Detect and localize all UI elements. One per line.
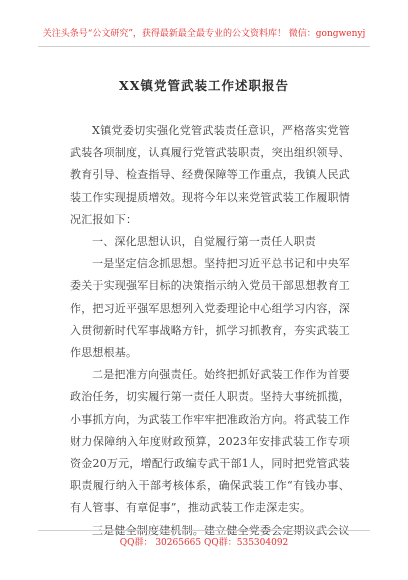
section-heading-1: 一、深化思想认识，自觉履行第一责任人职责: [92, 235, 316, 249]
paragraph-intro: X镇党委切实强化党管武装责任意识，严格落实党管武装各项制度，认真履行党管武装职责，突出组织领导、教育引导、检查指导、经费保障等工作重点，我镇人民武装工作实现提质增效。现将今年以来党管武装工作履职情况汇报如下：: [70, 124, 350, 226]
footer-contact: QQ群： 30265665 QQ群：535304092: [119, 538, 289, 548]
paragraph-point-1: 一是坚定信念抓思想。坚持把习近平总书记和中央军委关于实现强军目标的决策指示纳入党员干部思想教育工作，把习近平强军思想列入党委理论中心组学习内容，深入贯彻新时代军事战略方针，抓学习抓教育，夯实武装工作思想根基。: [70, 257, 350, 360]
header-divider: [38, 46, 370, 47]
paragraph-point-3: 三是健全制度建机制。建立健全党委会定期议武会议: [92, 523, 350, 537]
document-body: [70, 120, 350, 542]
footer-divider: [38, 530, 370, 531]
document-title: XX镇党管武装工作述职报告: [119, 78, 289, 93]
header-banner: 关注头条号“公文研究”，获得最新最全最专业的公文资料库！ 微信：gongwenyj: [42, 29, 366, 39]
paragraph-point-2: 二是把准方向强责任。始终把抓好武装工作作为首要政治任务，切实履行第一责任人职责。坚持大事统抓揽，小事抓方向，为武装工作牢牢把准政治方向。将武装工作财力保障纳入年度财政预算，2023年安排武装工作专项资金20万元，增配行政编专武干部1人，同时把党管武装职责履行纳入干部考核体系，确保武装工作“有钱办事、有人管事、有章促事”，推动武装工作走深走实。: [70, 368, 350, 515]
